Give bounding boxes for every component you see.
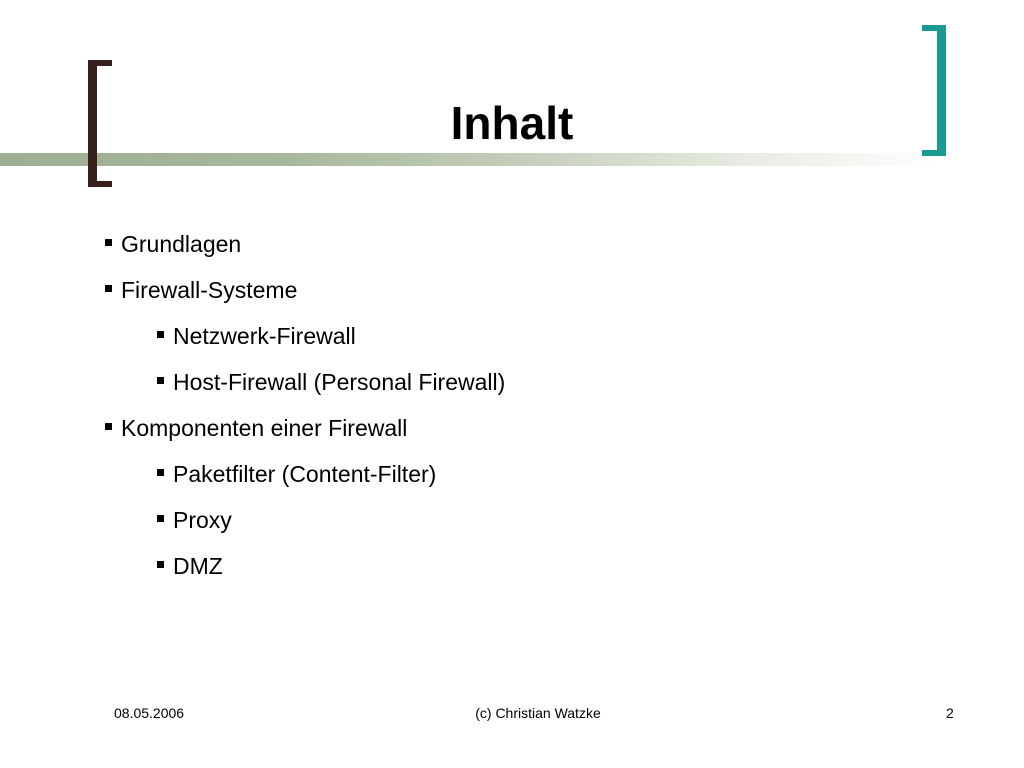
bullet-text: Grundlagen (121, 231, 242, 257)
sub-bullet-item (157, 367, 505, 397)
square-bullet-icon (157, 561, 164, 568)
bullet-text: DMZ (173, 553, 223, 579)
bullet-text: Firewall-Systeme (121, 277, 298, 303)
square-bullet-icon (157, 469, 164, 476)
square-bullet-icon (157, 331, 164, 338)
square-bullet-icon (105, 239, 112, 246)
bullet-item (105, 275, 297, 305)
square-bullet-icon (157, 515, 164, 522)
title-divider-rule (0, 153, 940, 166)
sub-bullet-item (157, 321, 356, 351)
footer-page-number: 2 (946, 705, 954, 721)
sub-bullet-item (157, 551, 223, 581)
bullet-text: Proxy (173, 507, 232, 533)
square-bullet-icon (105, 285, 112, 292)
bullet-text: Host-Firewall (Personal Firewall) (173, 369, 506, 395)
sub-bullet-item (157, 505, 232, 535)
bullet-text: Paketfilter (Content-Filter) (173, 461, 437, 487)
footer-author: (c) Christian Watzke (475, 705, 601, 721)
footer-date: 08.05.2006 (114, 705, 185, 721)
square-bullet-icon (105, 423, 112, 430)
bullet-text: Komponenten einer Firewall (121, 415, 408, 441)
bullet-text: Netzwerk-Firewall (173, 323, 356, 349)
square-bullet-icon (157, 377, 164, 384)
bullet-item (105, 229, 241, 259)
sub-bullet-item (157, 459, 436, 489)
bullet-item (105, 413, 407, 443)
slide-title: Inhalt (450, 97, 574, 149)
